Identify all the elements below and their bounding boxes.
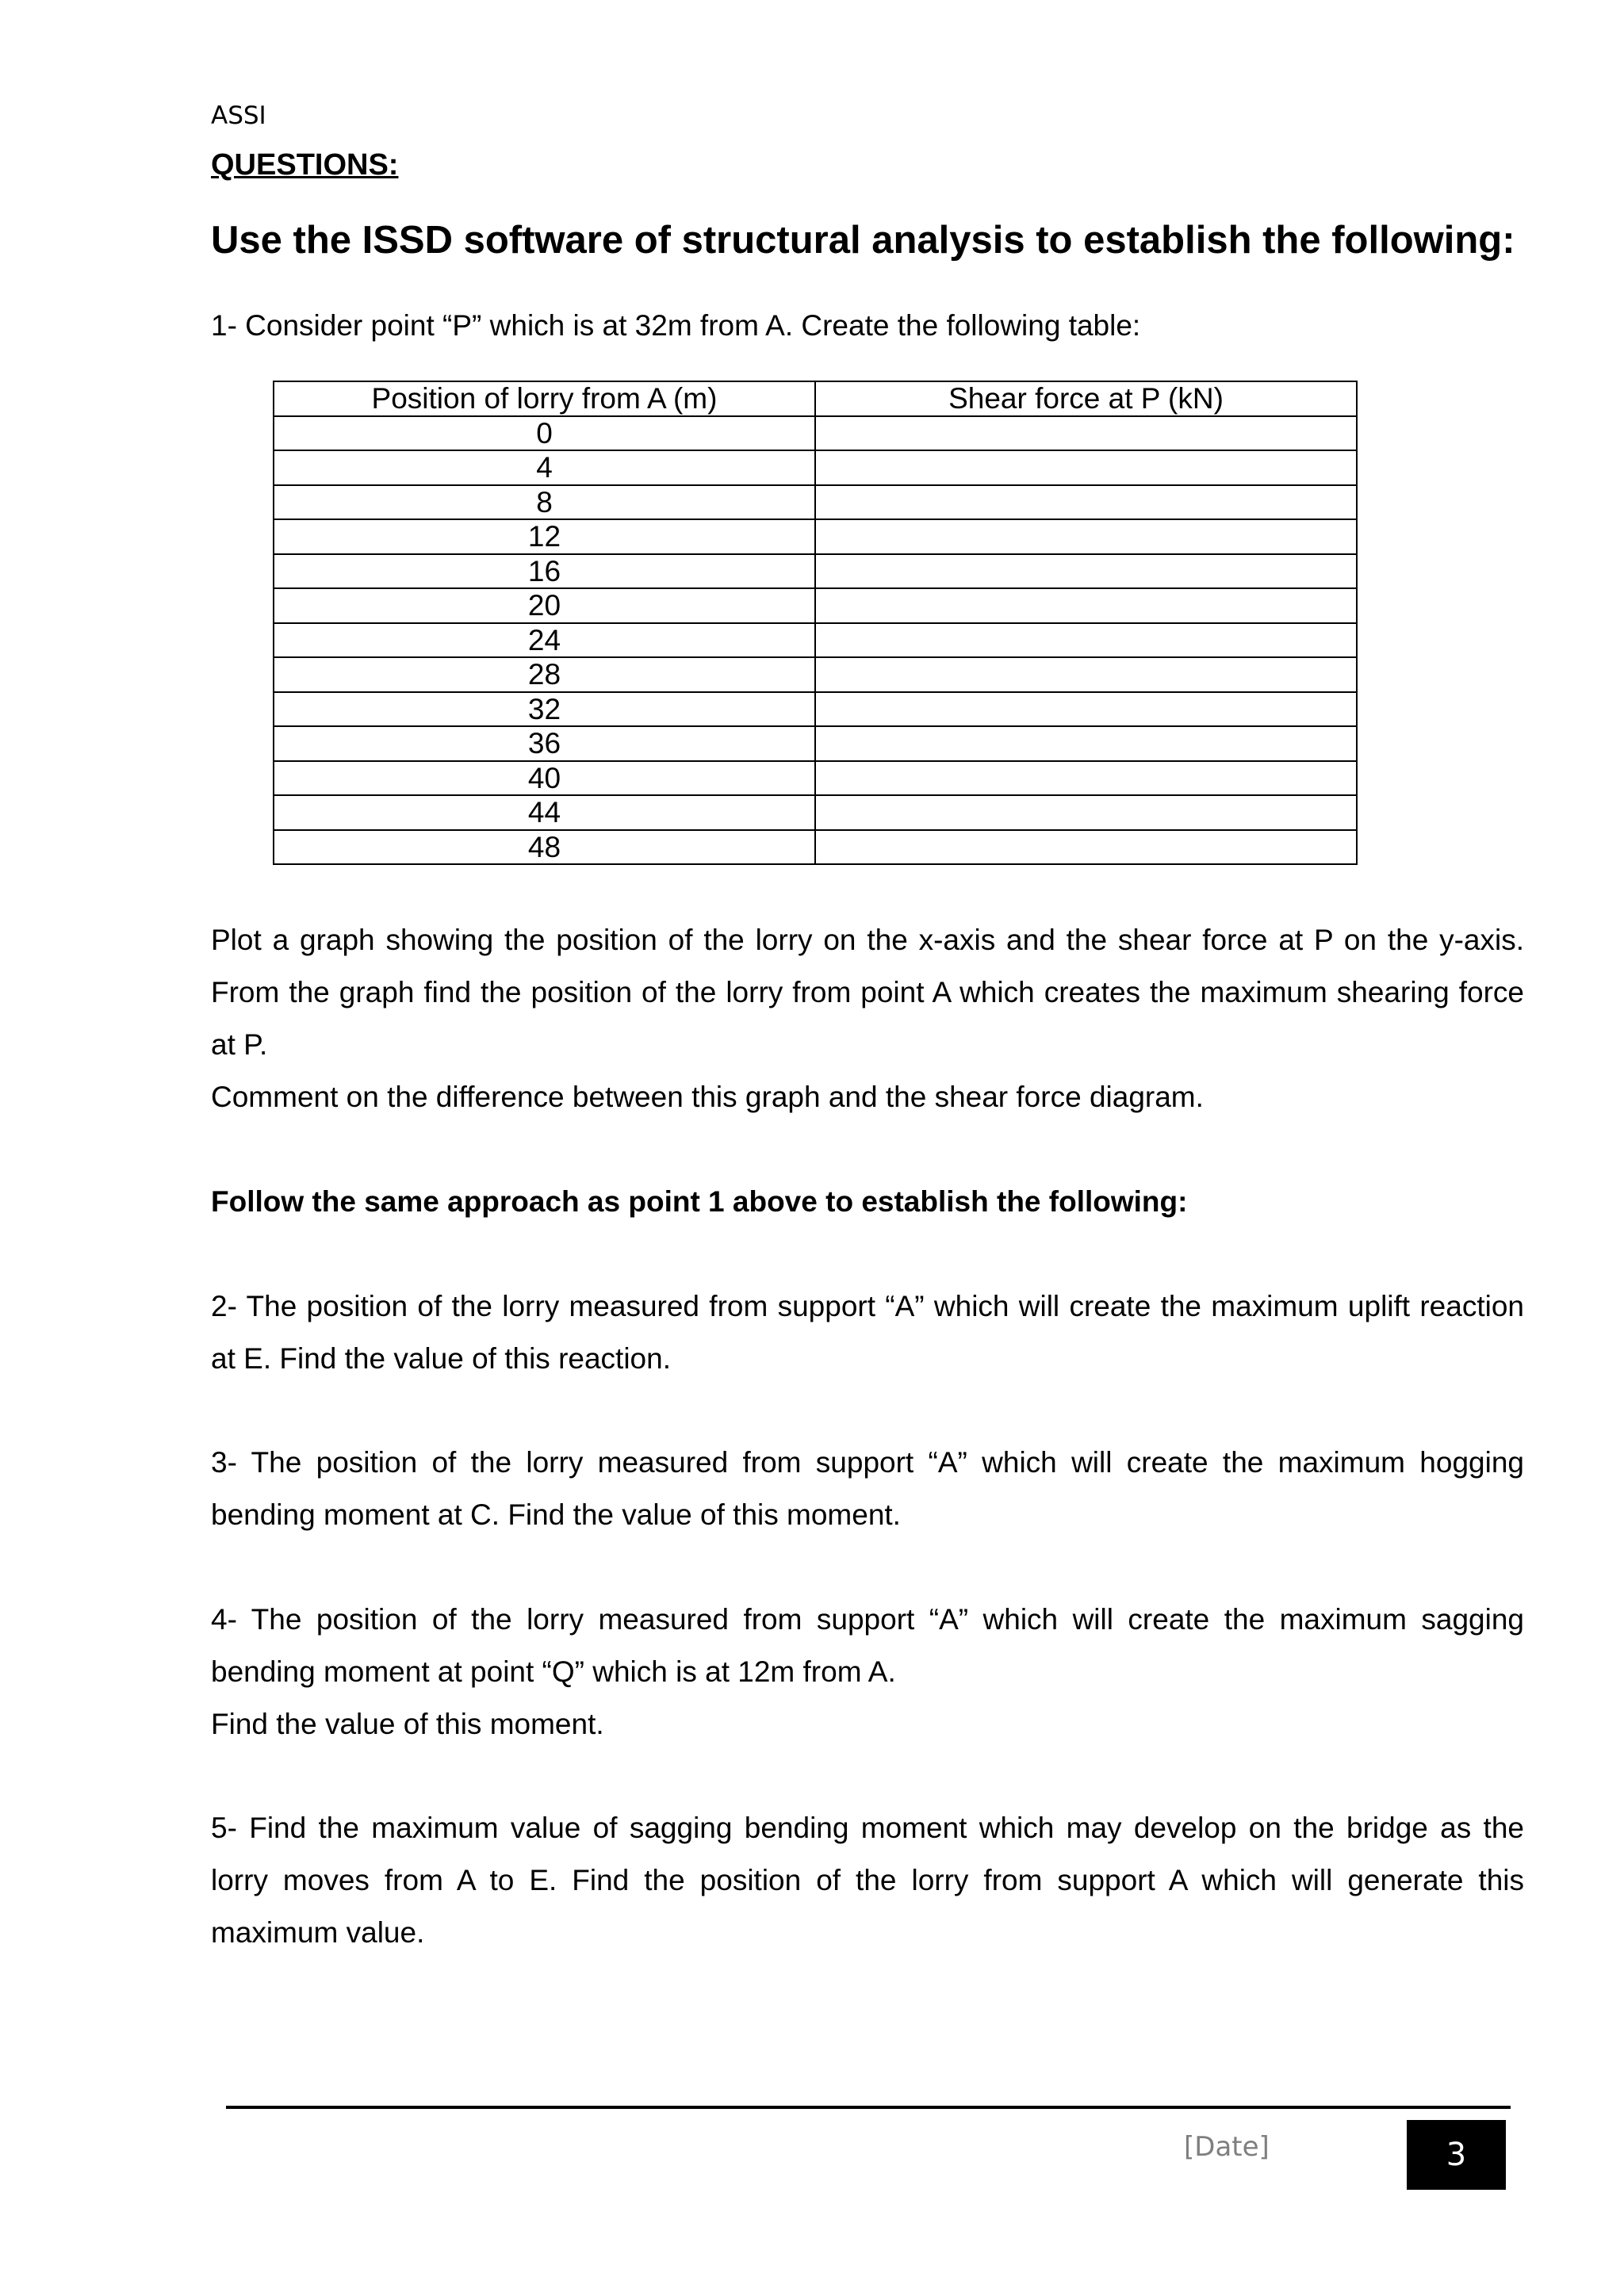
shear-cell (815, 692, 1357, 727)
position-cell: 28 (274, 657, 815, 692)
shear-cell (815, 554, 1357, 589)
question-3: 3- The position of the lorry measured from support “A” which will create the maximum hogging bending moment at C. Find the value of this moment. (211, 1446, 1524, 1531)
table-row (274, 450, 1357, 485)
position-cell: 32 (274, 692, 815, 727)
plot-instruction: Plot a graph showing the position of the lorry on the x-axis and the shear force at P on the y-axis. From the graph find the position of the lorry from point A which creates the maximum shearing force at P. (211, 924, 1524, 1061)
position-cell: 48 (274, 830, 815, 865)
position-cell: 12 (274, 519, 815, 554)
table-row (274, 416, 1357, 451)
table-row (274, 657, 1357, 692)
question-4-line-1: 4- The position of the lorry measured from support “A” which will create the maximum sagging bending moment at point “Q” which is at 12m from A. (211, 1603, 1524, 1688)
shear-cell (815, 795, 1357, 830)
position-cell: 36 (274, 726, 815, 761)
position-cell: 4 (274, 450, 815, 485)
table-row (274, 761, 1357, 796)
shear-cell (815, 623, 1357, 658)
table-row (274, 795, 1357, 830)
column-header-shear: Shear force at P (kN) (815, 381, 1357, 416)
shear-cell (815, 830, 1357, 865)
position-cell: 16 (274, 554, 815, 589)
shear-cell (815, 588, 1357, 623)
lorry-position-table (273, 381, 1358, 865)
position-cell: 24 (274, 623, 815, 658)
position-cell: 20 (274, 588, 815, 623)
follow-heading: Follow the same approach as point 1 above to establish the following: (211, 1185, 1188, 1218)
table-row (274, 554, 1357, 589)
shear-cell (815, 761, 1357, 796)
table-row (274, 588, 1357, 623)
question-1-intro: 1- Consider point “P” which is at 32m from A. Create the following table: (211, 309, 1141, 342)
shear-cell (815, 450, 1357, 485)
shear-cell (815, 726, 1357, 761)
questions-heading: QUESTIONS: (211, 148, 399, 182)
position-cell: 0 (274, 416, 815, 451)
main-heading: Use the ISSD software of structural analysis to establish the following: (211, 219, 1515, 262)
table-row (274, 623, 1357, 658)
shear-cell (815, 485, 1357, 520)
shear-cell (815, 416, 1357, 451)
page-number: 3 (1407, 2120, 1506, 2190)
question-5: 5- Find the maximum value of sagging bending moment which may develop on the bridge as the lorry moves from A to E. Find the position of the lorry from support A which will generate this maximum value. (211, 1812, 1524, 1949)
column-header-position: Position of lorry from A (m) (274, 381, 815, 416)
table-header-row (274, 381, 1357, 416)
question-4-line-2: Find the value of this moment. (211, 1708, 604, 1740)
table-row (274, 519, 1357, 554)
position-cell: 44 (274, 795, 815, 830)
position-cell: 40 (274, 761, 815, 796)
table-row (274, 485, 1357, 520)
table-row (274, 830, 1357, 865)
shear-cell (815, 657, 1357, 692)
footer-date: [Date] (1184, 2131, 1270, 2163)
table-row (274, 726, 1357, 761)
shear-cell (815, 519, 1357, 554)
footer-divider (226, 2106, 1511, 2109)
header-label: ASSI (211, 101, 266, 130)
table-row (274, 692, 1357, 727)
position-cell: 8 (274, 485, 815, 520)
comment-instruction: Comment on the difference between this graph and the shear force diagram. (211, 1081, 1204, 1113)
question-2: 2- The position of the lorry measured from support “A” which will create the maximum uplift reaction at E. Find the value of this reaction. (211, 1290, 1524, 1375)
